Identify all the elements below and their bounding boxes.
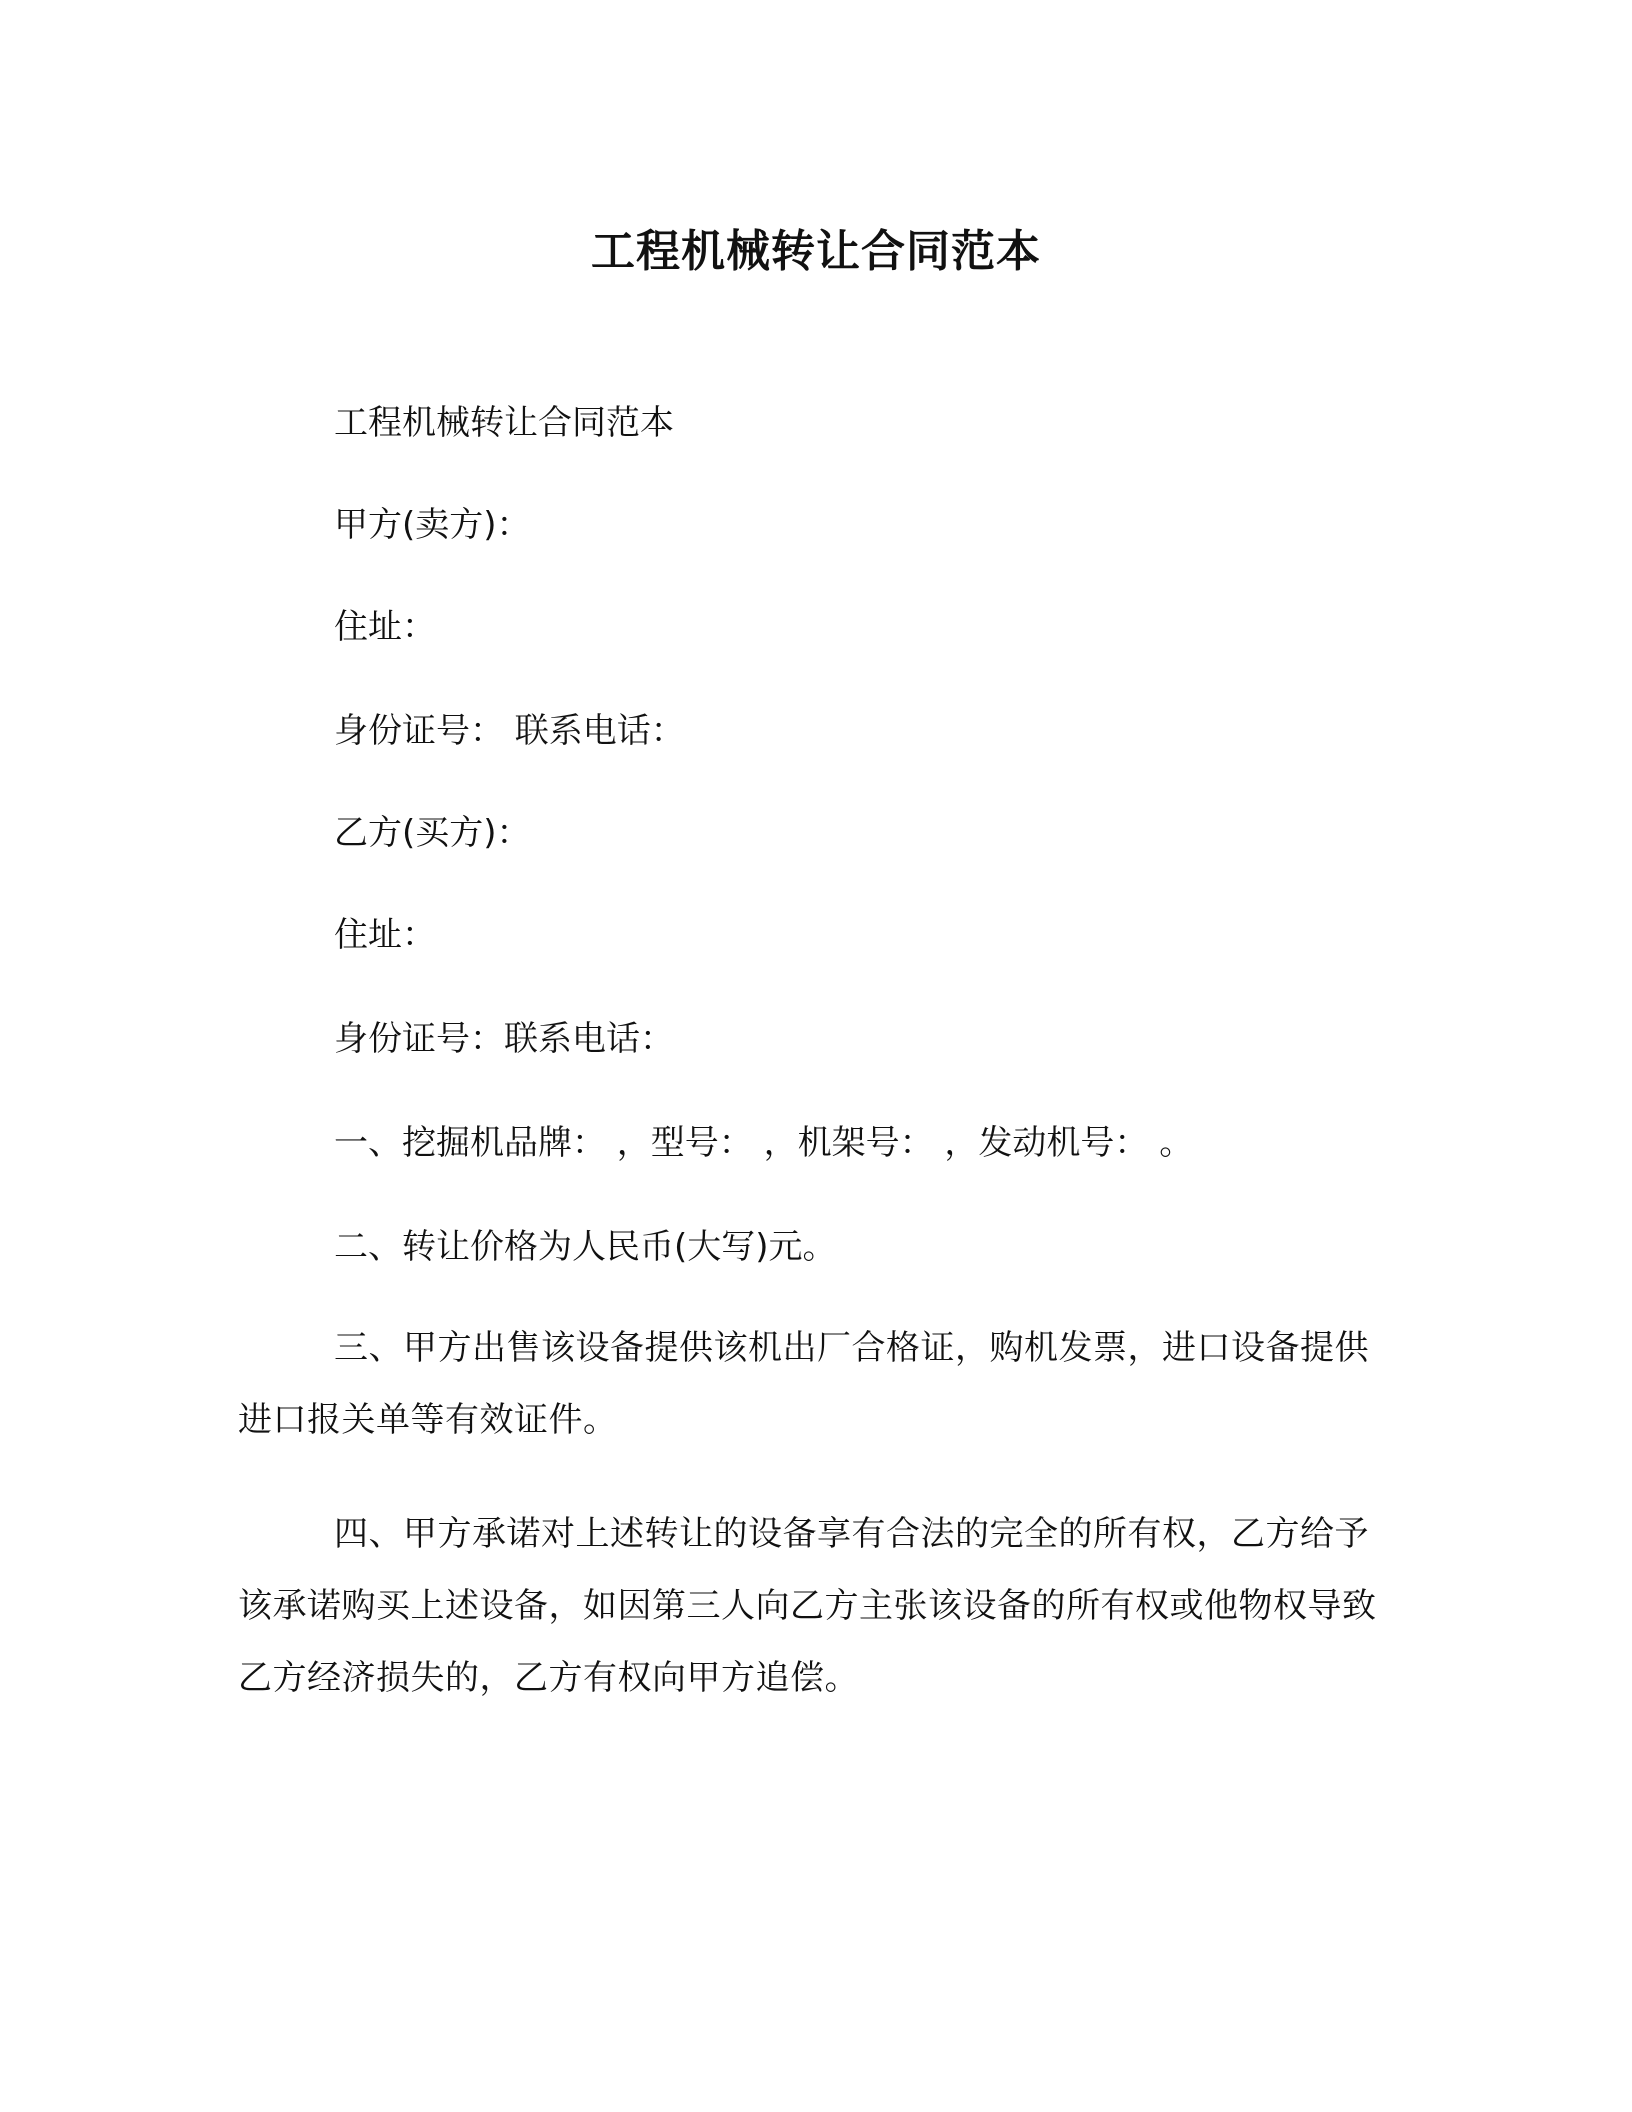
party-a-address: 住址： [334,607,436,647]
party-a-id-phone: 身份证号： 联系电话： [334,711,685,751]
clause-2: 二、转让价格为人民币(大写)元。 [334,1227,837,1267]
document-subtitle: 工程机械转让合同范本 [334,403,674,443]
clause-1: 一、挖掘机品牌： ，型号： ，机架号： ，发动机号： 。 [334,1123,1194,1163]
party-b-label: 乙方(买方)： [334,813,531,853]
document-title: 工程机械转让合同范本 [591,226,1041,277]
clause-4: 四、甲方承诺对上述转让的设备享有合法的完全的所有权，乙方给予该承诺购买上述设备，如因第三人向乙方主张该设备的所有权或他物权导致乙方经济损失的，乙方有权向甲方追偿。 [238,1514,1377,1698]
clause-3: 三、甲方出售该设备提供该机出厂合格证，购机发票，进口设备提供进口报关单等有效证件。 [238,1328,1369,1440]
party-a-label: 甲方(卖方)： [334,505,531,545]
party-b-id-phone: 身份证号：联系电话： [334,1019,674,1059]
party-b-address: 住址： [334,915,436,955]
